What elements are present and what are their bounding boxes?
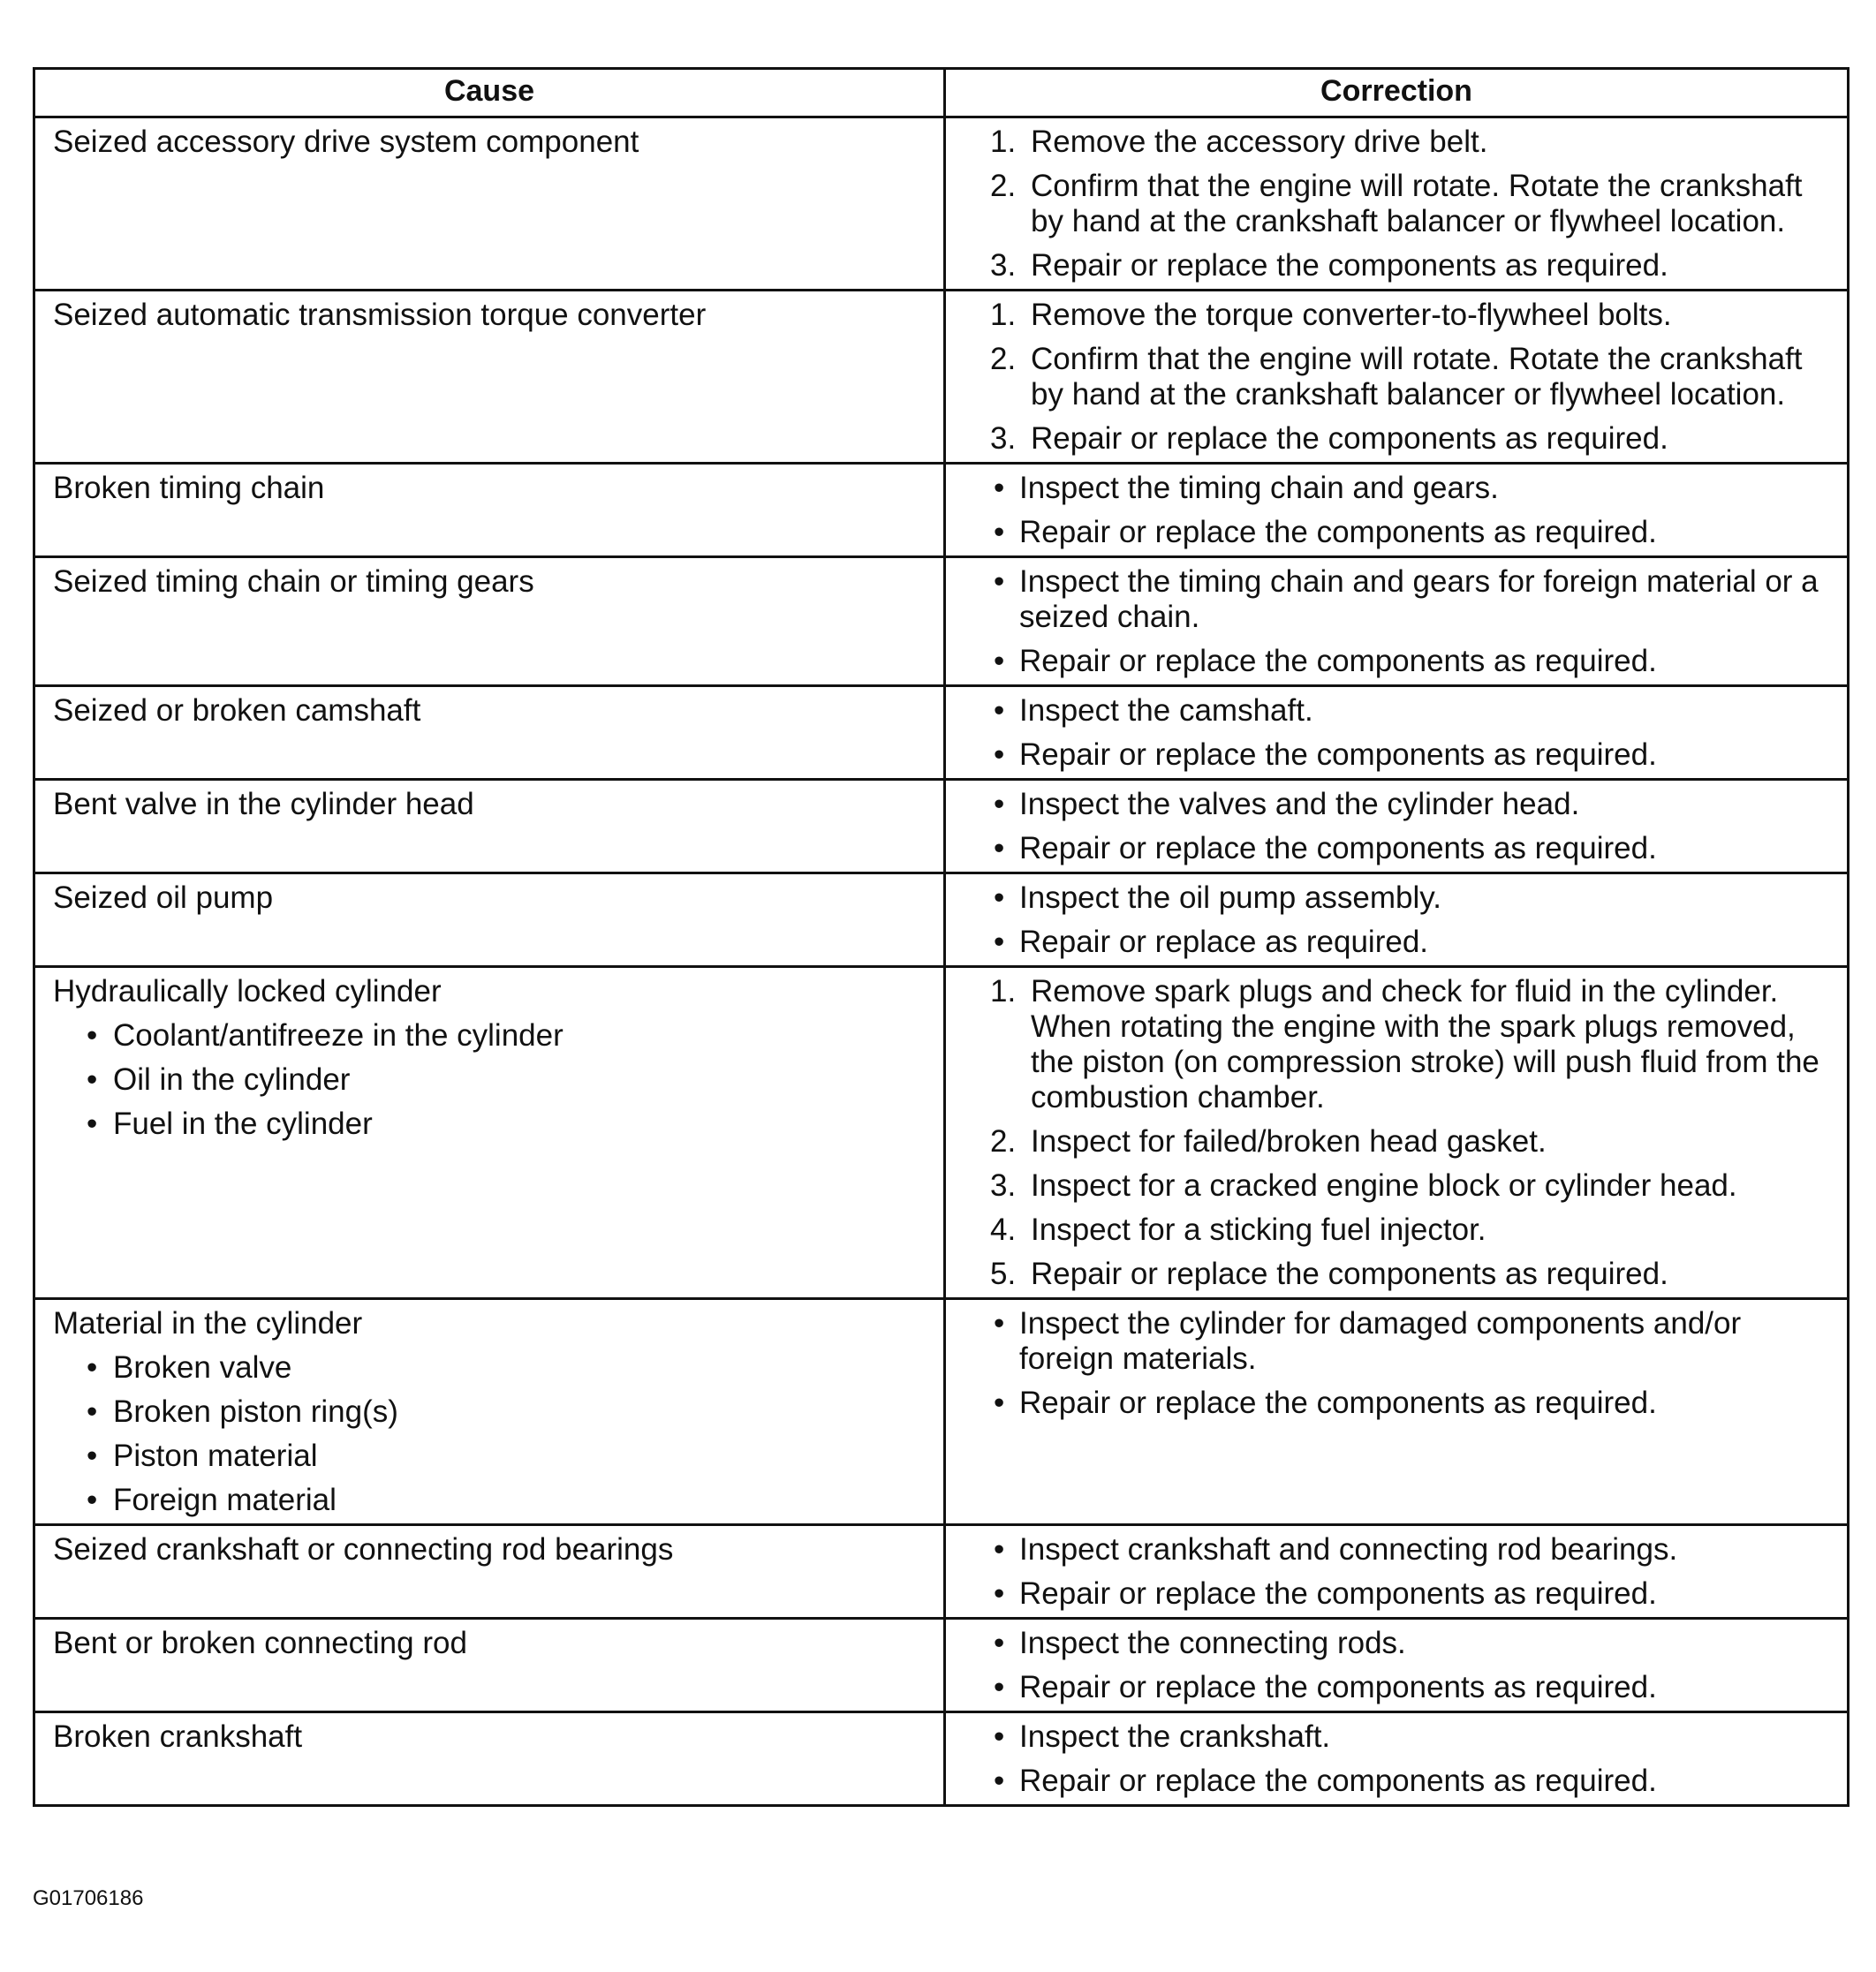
correction-text: Repair or replace the components as required.: [1031, 421, 1668, 456]
correction-text: Repair or replace the components as required.: [1019, 644, 1657, 678]
correction-text: Remove the accessory drive belt.: [1031, 125, 1488, 159]
table-row: [34, 1525, 1849, 1619]
correction-step: [990, 1257, 1836, 1292]
correction-bullets: [990, 693, 1836, 773]
cause-sub-text: Piston material: [113, 1439, 318, 1473]
correction-step: [990, 1213, 1836, 1248]
cause-text: Broken timing chain: [53, 471, 325, 505]
cause-cell: [34, 1299, 945, 1525]
step-number: 5.: [990, 1257, 1017, 1291]
correction-text: Repair or replace the components as required.: [1019, 1386, 1657, 1420]
correction-text: Inspect the camshaft.: [1019, 693, 1313, 728]
correction-cell: [945, 464, 1849, 557]
cause-text: Hydraulically locked cylinder: [53, 974, 442, 1009]
bullet-icon: •: [994, 1386, 1005, 1420]
correction-step: [990, 169, 1836, 239]
step-number: 2.: [990, 1124, 1017, 1159]
cause-sub-item: [53, 1350, 934, 1386]
cause-sub-item: [53, 1394, 934, 1430]
bullet-icon: •: [87, 1062, 98, 1097]
correction-bullet: [990, 1576, 1836, 1612]
correction-cell: [945, 686, 1849, 780]
step-number: 3.: [990, 248, 1017, 283]
table-row: [34, 1712, 1849, 1806]
step-number: 1.: [990, 125, 1017, 159]
bullet-icon: •: [994, 1626, 1005, 1660]
correction-step: [990, 248, 1836, 283]
cause-cell: [34, 873, 945, 967]
cause-text: Seized accessory drive system component: [53, 125, 639, 159]
correction-bullet: [990, 1670, 1836, 1705]
correction-bullet: [990, 1386, 1836, 1421]
cause-sub-text: Coolant/antifreeze in the cylinder: [113, 1018, 564, 1053]
correction-bullets: [990, 787, 1836, 866]
cause-cell: [34, 117, 945, 291]
correction-bullets: [990, 1306, 1836, 1421]
cause-header: Cause: [34, 69, 945, 117]
correction-cell: [945, 1525, 1849, 1619]
bullet-icon: •: [994, 787, 1005, 821]
cause-cell: [34, 967, 945, 1299]
correction-text: Inspect the crankshaft.: [1019, 1719, 1331, 1754]
table-row: [34, 686, 1849, 780]
cause-sub-text: Broken valve: [113, 1350, 292, 1385]
correction-steps: [990, 974, 1836, 1292]
correction-step: [990, 342, 1836, 412]
correction-bullet: [990, 787, 1836, 822]
cause-sub-text: Fuel in the cylinder: [113, 1107, 373, 1141]
correction-text: Repair or replace the components as required.: [1019, 831, 1657, 865]
cause-correction-table: [33, 67, 1850, 1807]
correction-bullet: [990, 1306, 1836, 1377]
cause-sub-text: Broken piston ring(s): [113, 1394, 398, 1429]
correction-cell: [945, 1619, 1849, 1712]
bullet-icon: •: [994, 471, 1005, 505]
cause-text: Bent or broken connecting rod: [53, 1626, 467, 1660]
bullet-icon: •: [994, 1719, 1005, 1754]
step-number: 2.: [990, 342, 1017, 376]
cause-cell: [34, 1525, 945, 1619]
cause-text: Bent valve in the cylinder head: [53, 787, 474, 821]
cause-sub-text: Oil in the cylinder: [113, 1062, 351, 1097]
bullet-icon: •: [994, 1576, 1005, 1611]
correction-text: Inspect for a cracked engine block or cylinder head.: [1031, 1168, 1737, 1203]
correction-step: [990, 1168, 1836, 1204]
correction-text: Inspect the connecting rods.: [1019, 1626, 1406, 1660]
correction-bullets: [990, 564, 1836, 679]
correction-text: Repair or replace as required.: [1019, 925, 1429, 959]
correction-bullet: [990, 831, 1836, 866]
cause-cell: [34, 686, 945, 780]
correction-cell: [945, 873, 1849, 967]
correction-text: Inspect the oil pump assembly.: [1019, 880, 1441, 915]
correction-header: Correction: [945, 69, 1849, 117]
step-number: 1.: [990, 298, 1017, 332]
table-row: [34, 557, 1849, 686]
bullet-icon: •: [994, 1306, 1005, 1341]
correction-cell: [945, 557, 1849, 686]
cause-text: Seized crankshaft or connecting rod bearings: [53, 1532, 674, 1567]
correction-text: Remove the torque converter-to-flywheel bolts.: [1031, 298, 1672, 332]
correction-text: Confirm that the engine will rotate. Rotate the crankshaft by hand at the crankshaft balancer or flywheel location.: [1031, 342, 1803, 412]
correction-bullets: [990, 1719, 1836, 1799]
cause-cell: [34, 1712, 945, 1806]
correction-text: Repair or replace the components as required.: [1019, 515, 1657, 549]
correction-step: [990, 974, 1836, 1115]
correction-bullet: [990, 1719, 1836, 1755]
cause-sub-list: [53, 1018, 934, 1142]
correction-step: [990, 1124, 1836, 1160]
correction-text: Repair or replace the components as required.: [1031, 1257, 1668, 1291]
correction-step: [990, 125, 1836, 160]
bullet-icon: •: [87, 1107, 98, 1141]
bullet-icon: •: [87, 1394, 98, 1429]
bullet-icon: •: [994, 880, 1005, 915]
bullet-icon: •: [87, 1439, 98, 1473]
correction-cell: [945, 291, 1849, 464]
cause-text: Material in the cylinder: [53, 1306, 363, 1341]
table-row: [34, 291, 1849, 464]
correction-text: Inspect crankshaft and connecting rod bearings.: [1019, 1532, 1678, 1567]
bullet-icon: •: [87, 1483, 98, 1517]
step-number: 4.: [990, 1213, 1017, 1247]
cause-text: Seized or broken camshaft: [53, 693, 421, 728]
cause-sub-item: [53, 1483, 934, 1518]
correction-steps: [990, 125, 1836, 283]
correction-text: Inspect the timing chain and gears.: [1019, 471, 1499, 505]
correction-text: Repair or replace the components as required.: [1019, 1576, 1657, 1611]
bullet-icon: •: [994, 564, 1005, 599]
table-body: [34, 117, 1849, 1806]
bullet-icon: •: [994, 925, 1005, 959]
table-row: [34, 464, 1849, 557]
correction-text: Repair or replace the components as required.: [1031, 248, 1668, 283]
cause-sub-item: [53, 1018, 934, 1054]
table-row: [34, 873, 1849, 967]
bullet-icon: •: [994, 1670, 1005, 1704]
bullet-icon: •: [994, 693, 1005, 728]
correction-text: Repair or replace the components as required.: [1019, 1764, 1657, 1798]
correction-bullets: [990, 880, 1836, 960]
correction-cell: [945, 967, 1849, 1299]
figure-id: G01706186: [33, 1886, 144, 1910]
cause-sub-list: [53, 1350, 934, 1518]
cause-text: Seized timing chain or timing gears: [53, 564, 534, 599]
correction-text: Confirm that the engine will rotate. Rotate the crankshaft by hand at the crankshaft balancer or flywheel location.: [1031, 169, 1803, 238]
table-row: [34, 1619, 1849, 1712]
table-row: [34, 117, 1849, 291]
correction-text: Remove spark plugs and check for fluid in the cylinder. When rotating the engine with the spark plugs removed, the piston (on compression stroke) will push fluid from the combustion chamber.: [1031, 974, 1819, 1114]
correction-bullet: [990, 1626, 1836, 1661]
step-number: 1.: [990, 974, 1017, 1009]
correction-text: Repair or replace the components as required.: [1019, 737, 1657, 772]
cause-cell: [34, 557, 945, 686]
correction-bullet: [990, 515, 1836, 550]
cause-sub-text: Foreign material: [113, 1483, 337, 1517]
table-row: [34, 1299, 1849, 1525]
cause-sub-item: [53, 1062, 934, 1098]
correction-step: [990, 421, 1836, 457]
bullet-icon: •: [87, 1350, 98, 1385]
cause-cell: [34, 291, 945, 464]
cause-cell: [34, 464, 945, 557]
step-number: 2.: [990, 169, 1017, 203]
correction-text: Repair or replace the components as required.: [1019, 1670, 1657, 1704]
correction-text: Inspect the valves and the cylinder head.: [1019, 787, 1580, 821]
table-row: [34, 780, 1849, 873]
bullet-icon: •: [994, 644, 1005, 678]
correction-bullet: [990, 1764, 1836, 1799]
correction-bullet: [990, 564, 1836, 635]
correction-text: Inspect the timing chain and gears for foreign material or a seized chain.: [1019, 564, 1819, 634]
correction-text: Inspect for failed/broken head gasket.: [1031, 1124, 1547, 1159]
bullet-icon: •: [87, 1018, 98, 1053]
cause-sub-item: [53, 1439, 934, 1474]
table-row: [34, 967, 1849, 1299]
cause-cell: [34, 1619, 945, 1712]
correction-text: Inspect the cylinder for damaged components and/or foreign materials.: [1019, 1306, 1742, 1376]
correction-bullet: [990, 644, 1836, 679]
bullet-icon: •: [994, 737, 1005, 772]
correction-cell: [945, 117, 1849, 291]
correction-bullet: [990, 925, 1836, 960]
cause-text: Broken crankshaft: [53, 1719, 303, 1754]
bullet-icon: •: [994, 1764, 1005, 1798]
correction-cell: [945, 1299, 1849, 1525]
bullet-icon: •: [994, 1532, 1005, 1567]
correction-bullet: [990, 1532, 1836, 1568]
bullet-icon: •: [994, 831, 1005, 865]
correction-bullets: [990, 1626, 1836, 1705]
correction-cell: [945, 780, 1849, 873]
bullet-icon: •: [994, 515, 1005, 549]
cause-sub-item: [53, 1107, 934, 1142]
cause-cell: [34, 780, 945, 873]
step-number: 3.: [990, 1168, 1017, 1203]
correction-bullet: [990, 880, 1836, 916]
correction-bullet: [990, 471, 1836, 506]
cause-text: Seized oil pump: [53, 880, 274, 915]
cause-text: Seized automatic transmission torque converter: [53, 298, 707, 332]
correction-text: Inspect for a sticking fuel injector.: [1031, 1213, 1486, 1247]
correction-bullet: [990, 737, 1836, 773]
correction-cell: [945, 1712, 1849, 1806]
correction-bullets: [990, 471, 1836, 550]
correction-bullets: [990, 1532, 1836, 1612]
correction-bullet: [990, 693, 1836, 729]
correction-step: [990, 298, 1836, 333]
header-row: [34, 69, 1849, 117]
step-number: 3.: [990, 421, 1017, 456]
correction-steps: [990, 298, 1836, 457]
